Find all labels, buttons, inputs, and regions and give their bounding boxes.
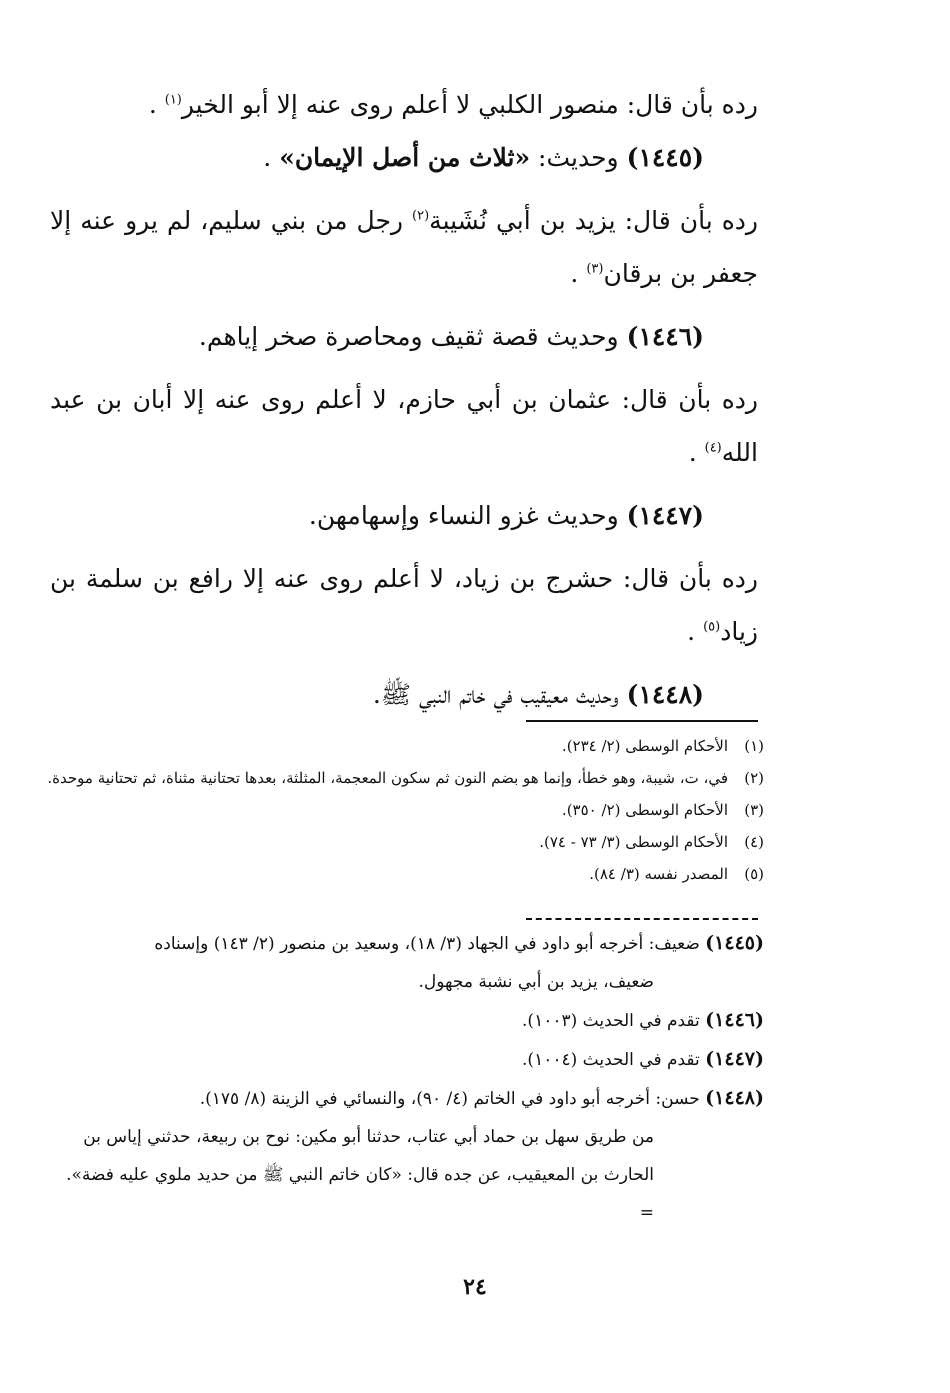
footnote-ref[interactable]: (٥) xyxy=(703,619,721,635)
takhrij-notes xyxy=(58,924,764,1232)
hadith-quote: «ثلاث من أصل الإيمان» xyxy=(279,143,531,172)
footnote-item: (٤)الأحكام الوسطى (٣/ ٧٣ - ٧٤). xyxy=(58,826,764,858)
takhrij-continuation: ضعيف، يزيد بن أبي نشبة مجهول. xyxy=(418,972,654,992)
footnote-mark: (٤) xyxy=(744,833,764,851)
main-text xyxy=(50,78,758,721)
hadith-number: (١٤٤٧) xyxy=(626,501,704,530)
footnote-mark: (٢) xyxy=(744,769,764,787)
takhrij-divider xyxy=(526,918,758,920)
takhrij-item-1447: (١٤٤٧) تقدم في الحديث (١٠٠٤). xyxy=(522,1048,764,1070)
hadith-number: (١٤٤٦) xyxy=(705,1009,764,1031)
hadith-number: (١٤٤٨) xyxy=(705,1087,764,1109)
hadith-heading-1447: (١٤٤٧) وحديث غزو النساء وإسهامهن. xyxy=(308,501,704,530)
footnote-item: (١)الأحكام الوسطى (٢/ ٢٣٤). xyxy=(58,730,764,762)
footnote-ref[interactable]: (٣) xyxy=(586,261,604,277)
footnote-ref[interactable]: (٤) xyxy=(704,440,722,456)
footnote-ref[interactable]: (١) xyxy=(164,92,182,108)
hadith-heading-1448: (١٤٤٨) وحديث معيقيب في خاتم النبي ﷺ. xyxy=(372,680,704,709)
footnote-divider xyxy=(526,720,758,722)
hadith-number: (١٤٤٥) xyxy=(705,932,764,954)
footnote-item: (٢)في، ت، شيبة، وهو خطأ، وإنما هو بضم النون ثم سكون المعجمة، المثلثة، بعدها تحتانية مثناة، ثم تحتانية موحدة. xyxy=(58,762,764,794)
takhrij-item-1446: (١٤٤٦) تقدم في الحديث (١٠٠٣). xyxy=(522,1009,764,1031)
takhrij-continuation: من طريق سهل بن حماد أبي عتاب، حدثنا أبو مكين: نوح بن ربيعة، حدثني إياس بن xyxy=(83,1127,654,1147)
footnote-mark: (٣) xyxy=(744,801,764,819)
takhrij-continuation: الحارث بن المعيقيب، عن جده قال: «كان خاتم النبي ﷺ من حديد ملوي عليه فضة». = xyxy=(66,1165,654,1223)
hadith-number: (١٤٤٨) xyxy=(626,680,704,709)
footnote-ref[interactable]: (٢) xyxy=(412,208,430,224)
hadith-heading-1445: (١٤٤٥) وحديث: «ثلاث من أصل الإيمان» . xyxy=(263,143,704,172)
page-number: ٢٤ xyxy=(463,1274,487,1300)
hadith-heading-1446: (١٤٤٦) وحديث قصة ثقيف ومحاصرة صخر إياهم. xyxy=(198,322,704,351)
hadith-number: (١٤٤٦) xyxy=(626,322,704,351)
hadith-number: (١٤٤٧) xyxy=(705,1048,764,1070)
text-paragraph: رده بأن قال: يزيد بن أبي نُشَيبة$^{(٢)}$ رجل من بني سليم، لم يرو عنه إلا جعفر بن برقان$^{(٣)}$ . xyxy=(50,206,759,288)
footnote-mark: (٥) xyxy=(744,865,764,883)
footnote-mark: (١) xyxy=(744,737,764,755)
takhrij-item-1445: (١٤٤٥) ضعيف: أخرجه أبو داود في الجهاد (٣/ ١٨)، وسعيد بن منصور (٢/ ١٤٣) وإسناده xyxy=(154,932,764,954)
footnotes xyxy=(47,730,764,890)
footnote-item: (٣)الأحكام الوسطى (٢/ ٣٥٠). xyxy=(58,794,764,826)
text-line: رده بأن قال: منصور الكلبي لا أعلم روى عنه إلا أبو الخير$^{(١)}$ . xyxy=(148,90,758,119)
text-paragraph: رده بأن قال: عثمان بن أبي حازم، لا أعلم روى عنه إلا أبان بن عبد الله$^{(٤)}$ . xyxy=(50,385,758,467)
takhrij-item-1448: (١٤٤٨) حسن: أخرجه أبو داود في الخاتم (٤/ ٩٠)، والنسائي في الزينة (٨/ ١٧٥). xyxy=(199,1087,764,1109)
hadith-number: (١٤٤٥) xyxy=(626,143,704,172)
footnote-item: (٥)المصدر نفسه (٣/ ٨٤). xyxy=(58,858,764,890)
text-paragraph: رده بأن قال: حشرج بن زياد، لا أعلم روى عنه إلا رافع بن سلمة بن زياد$^{(٥)}$ . xyxy=(50,564,758,646)
